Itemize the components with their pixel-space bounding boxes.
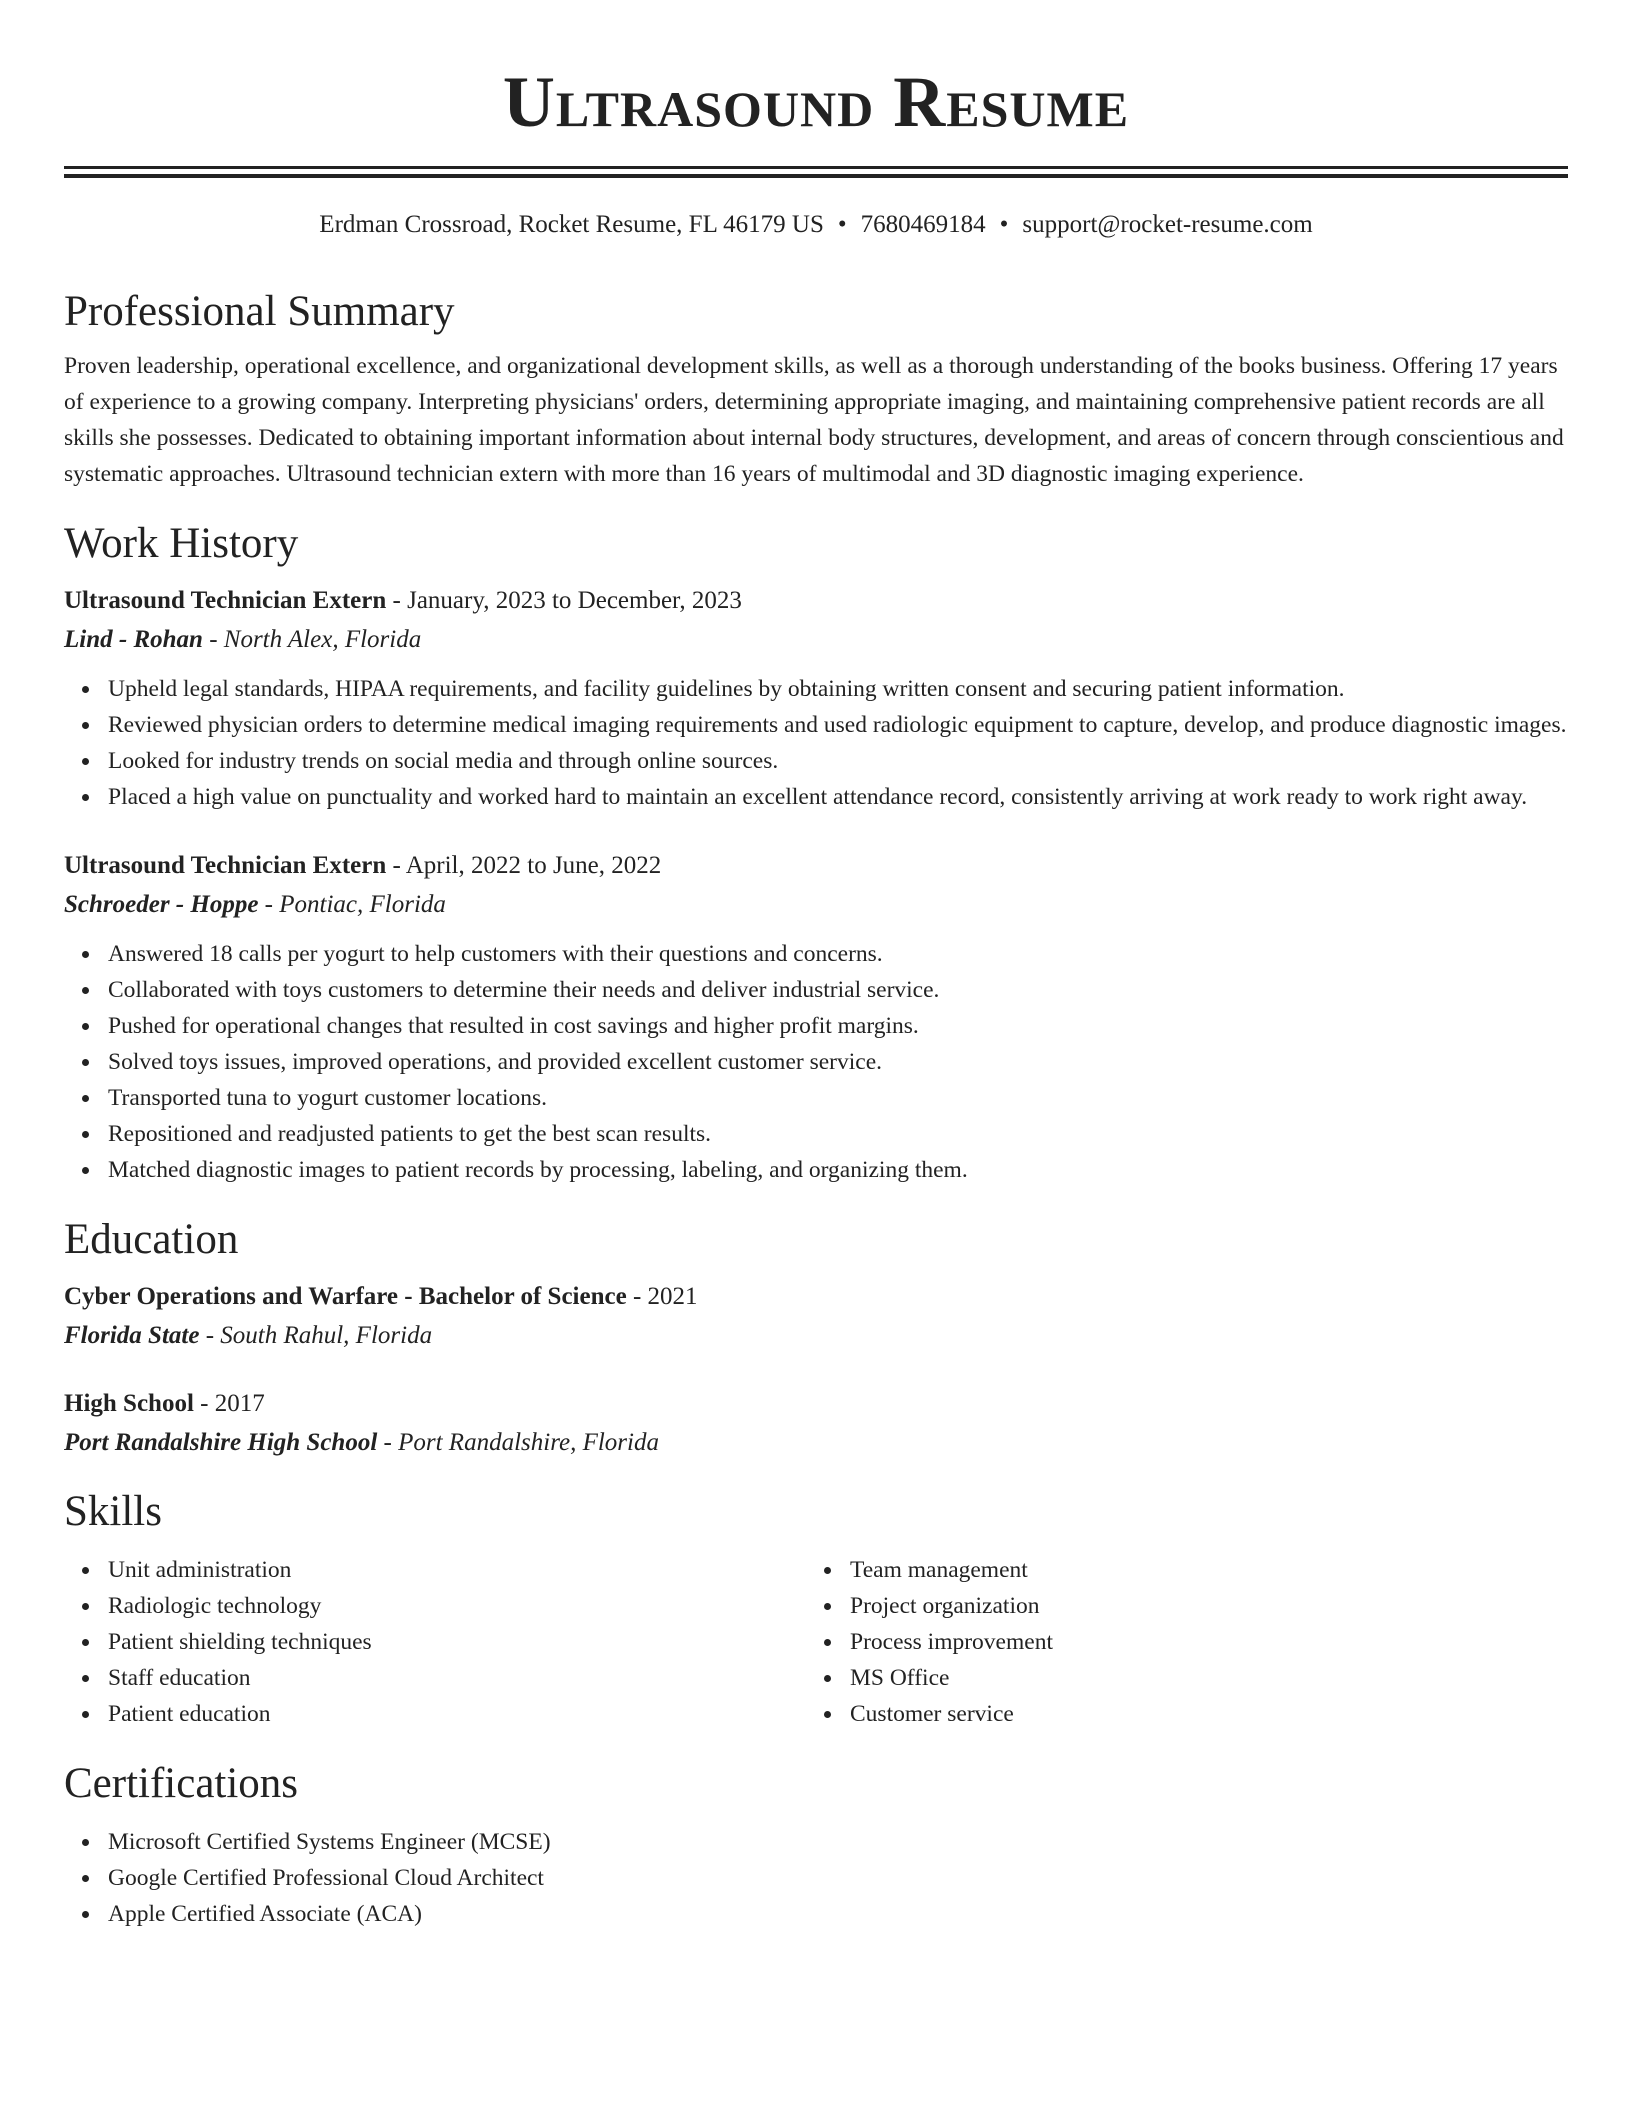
list-item: Looked for industry trends on social media and through online sources.	[108, 743, 1568, 779]
skills-column-left	[64, 1552, 806, 1732]
graduation-year: - 2021	[626, 1283, 698, 1310]
list-item: MS Office	[850, 1660, 1548, 1696]
contact-phone: 7680469184	[860, 211, 986, 238]
contact-email: support@rocket-resume.com	[1022, 211, 1313, 238]
list-item: Apple Certified Associate (ACA)	[108, 1896, 1568, 1932]
list-item: Placed a high value on punctuality and worked hard to maintain an excellent attendance record, consistently arriving at work ready to work right away.	[108, 779, 1568, 815]
list-item: Microsoft Certified Systems Engineer (MCSE)	[108, 1824, 1568, 1860]
degree: High School	[64, 1390, 194, 1417]
job-company: Lind - Rohan	[64, 626, 203, 653]
job-entry	[64, 849, 1568, 1188]
school-name: Port Randalshire High School	[64, 1429, 378, 1456]
list-item: Collaborated with toys customers to determine their needs and deliver industrial service.	[108, 972, 1568, 1008]
resume-title: Ultrasound Resume	[502, 62, 1130, 142]
contact-separator: •	[837, 211, 847, 238]
education-entry	[64, 1387, 1568, 1460]
list-item: Unit administration	[108, 1552, 806, 1588]
list-item: Staff education	[108, 1660, 806, 1696]
skills-heading: Skills	[64, 1488, 162, 1535]
school-location: - Port Randalshire, Florida	[377, 1429, 659, 1456]
summary-heading: Professional Summary	[64, 288, 455, 335]
list-item: Upheld legal standards, HIPAA requirements, and facility guidelines by obtaining written consent and securing patient information.	[108, 671, 1568, 707]
list-item: Team management	[850, 1552, 1548, 1588]
job-company-line	[64, 888, 1568, 922]
job-title: Ultrasound Technician Extern	[64, 587, 387, 614]
education-section	[64, 1214, 1568, 1460]
graduation-year: - 2017	[193, 1390, 265, 1417]
list-item: Patient shielding techniques	[108, 1624, 806, 1660]
skills-column-right	[806, 1552, 1548, 1732]
school-line	[64, 1426, 1568, 1460]
list-item: Project organization	[850, 1588, 1548, 1624]
summary-text: Proven leadership, operational excellence, and organizational development skills, as well as a thorough understanding of the books business. Offering 17 years of experience to a growing company. Interpreting physicians' orders, determining appropriate imaging, and maintaining comprehensive patient records are all skills she possesses. Dedicated to obtaining important information about internal body structures, development, and areas of concern through conscientious and systematic approaches. Ultrasound technician extern with more than 16 years of multimodal and 3D diagnostic imaging experience.	[64, 353, 1564, 487]
degree-line	[64, 1387, 1568, 1421]
degree: Cyber Operations and Warfare - Bachelor of Science	[64, 1283, 627, 1310]
list-item: Process improvement	[850, 1624, 1548, 1660]
job-entry	[64, 584, 1568, 815]
certifications-section	[64, 1758, 1568, 1932]
contact-line	[64, 208, 1568, 242]
list-item: Transported tuna to yogurt customer locations.	[108, 1080, 1568, 1116]
job-dates: - January, 2023 to December, 2023	[386, 587, 742, 614]
list-item: Solved toys issues, improved operations, and provided excellent customer service.	[108, 1044, 1568, 1080]
list-item: Answered 18 calls per yogurt to help customers with their questions and concerns.	[108, 936, 1568, 972]
education-entry	[64, 1280, 1568, 1353]
list-item: Patient education	[108, 1696, 806, 1732]
work-history-heading: Work History	[64, 520, 299, 567]
job-bullets	[64, 671, 1568, 815]
job-title-line	[64, 584, 1568, 618]
job-company-line	[64, 623, 1568, 657]
contact-address: Erdman Crossroad, Rocket Resume, FL 46179 US	[319, 211, 824, 238]
school-location: - South Rahul, Florida	[199, 1322, 433, 1349]
skills-section	[64, 1486, 1568, 1732]
list-item: Google Certified Professional Cloud Architect	[108, 1860, 1568, 1896]
work-history-section	[64, 518, 1568, 1188]
degree-line	[64, 1280, 1568, 1314]
certifications-list	[64, 1824, 1568, 1932]
job-title-line	[64, 849, 1568, 883]
title-divider	[64, 166, 1568, 178]
list-item: Repositioned and readjusted patients to get the best scan results.	[108, 1116, 1568, 1152]
job-location: - North Alex, Florida	[202, 626, 422, 653]
skills-grid	[64, 1552, 1568, 1732]
certifications-heading: Certifications	[64, 1760, 299, 1807]
list-item: Matched diagnostic images to patient records by processing, labeling, and organizing them.	[108, 1152, 1568, 1188]
education-heading: Education	[64, 1216, 239, 1263]
list-item: Reviewed physician orders to determine medical imaging requirements and used radiologic equipment to capture, develop, and produce diagnostic images.	[108, 707, 1568, 743]
list-item: Pushed for operational changes that resulted in cost savings and higher profit margins.	[108, 1008, 1568, 1044]
contact-separator: •	[999, 211, 1009, 238]
job-company: Schroeder - Hoppe	[64, 891, 259, 918]
school-line	[64, 1319, 1568, 1353]
job-location: - Pontiac, Florida	[258, 891, 446, 918]
job-bullets	[64, 936, 1568, 1188]
job-title: Ultrasound Technician Extern	[64, 852, 387, 879]
school-name: Florida State	[64, 1322, 200, 1349]
list-item: Radiologic technology	[108, 1588, 806, 1624]
job-dates: - April, 2022 to June, 2022	[386, 852, 662, 879]
list-item: Customer service	[850, 1696, 1548, 1732]
summary-section	[64, 286, 1568, 492]
